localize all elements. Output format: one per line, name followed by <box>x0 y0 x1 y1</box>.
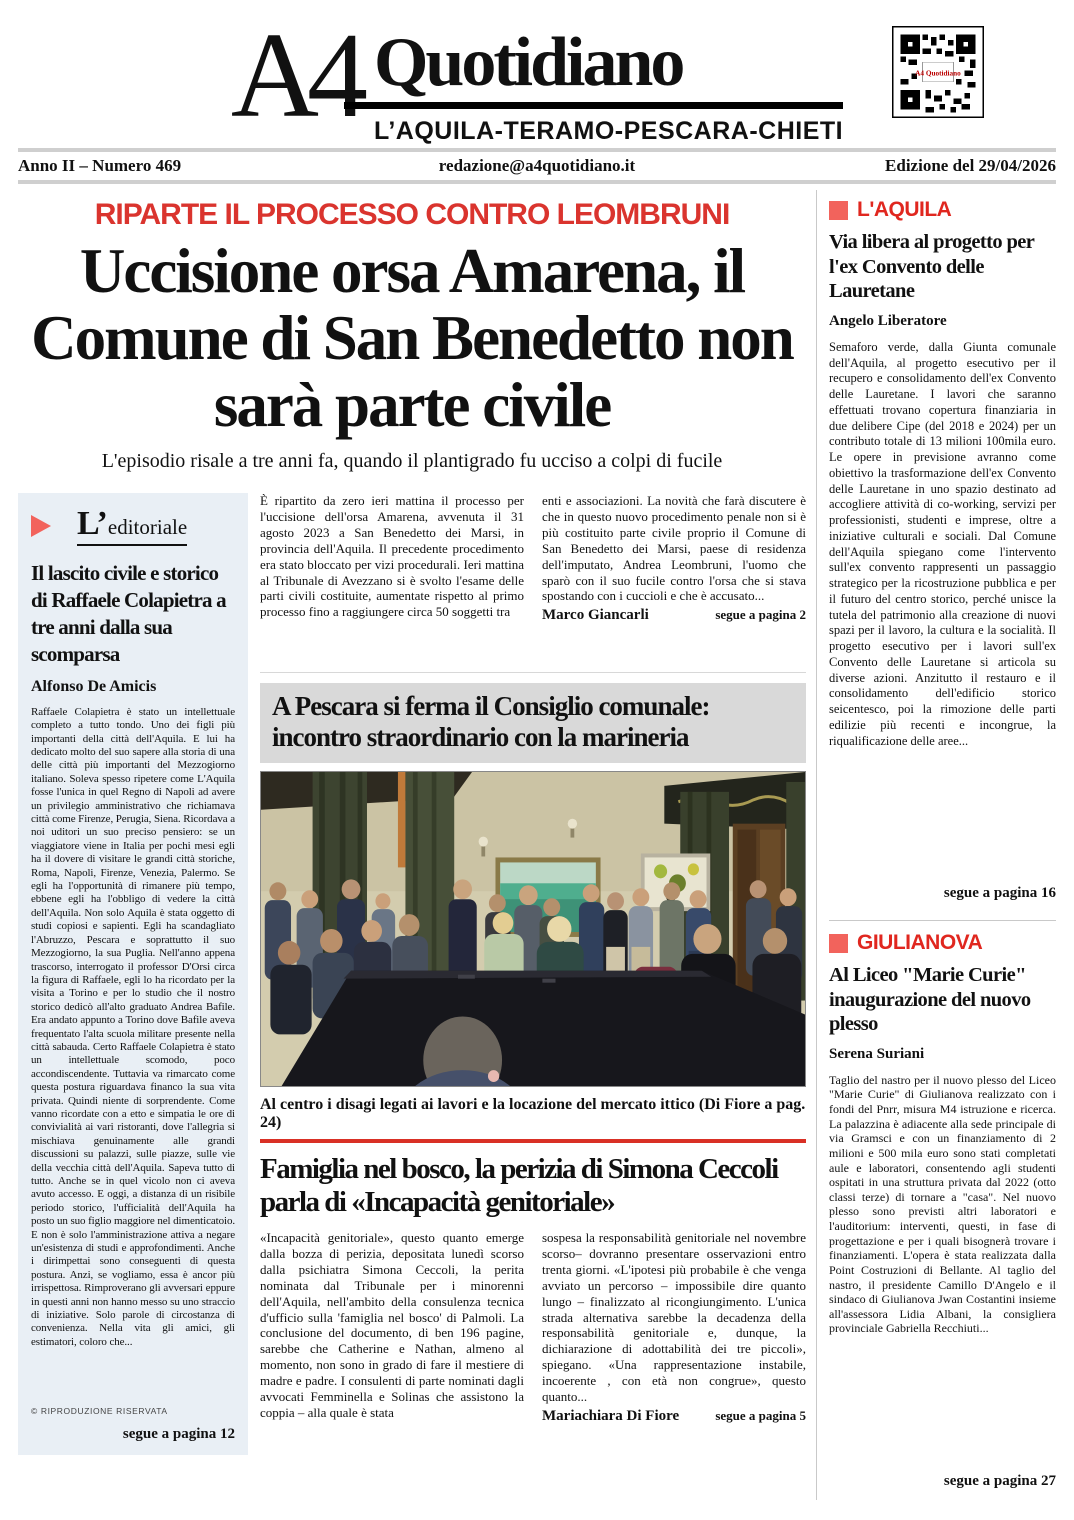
famiglia-body <box>260 1230 806 1500</box>
editorial-continuation: segue a pagina 12 <box>122 1426 235 1443</box>
famiglia-body-col2 <box>542 1230 806 1500</box>
famiglia-byline-row <box>542 1407 806 1425</box>
section-marker-icon <box>829 201 848 220</box>
famiglia-author: Mariachiara Di Fiore <box>542 1407 680 1424</box>
logo-a4: A4 <box>230 8 356 143</box>
masthead <box>18 0 1056 148</box>
laquila-continuation: segue a pagina 16 <box>943 885 1056 901</box>
laquila-headline: Via libera al progetto per l'ex Convento delle Lauretane <box>829 231 1034 303</box>
editorial-arrow-icon <box>31 515 51 537</box>
editorial-box <box>18 493 248 1455</box>
famiglia-continuation: segue a pagina 5 <box>715 1407 806 1423</box>
lead-body <box>260 493 806 673</box>
main-column <box>18 190 806 1500</box>
info-bar <box>18 148 1056 184</box>
editorial-flag <box>31 505 235 546</box>
laquila-label: L'AQUILA <box>857 198 952 221</box>
lead-byline-row <box>542 606 806 624</box>
giulianova-headline: Al Liceo "Marie Curie" inaugurazione del nuovo plesso <box>829 964 1031 1036</box>
lead-body-col2 <box>542 493 806 672</box>
section-marker-icon <box>829 934 848 953</box>
lead-body-col2-text: enti e associazioni. La novità che farà discutere è che in questo nuovo procedimento penale non si è più costituito parte civile proprio il Comune di San Benedetto dei Marsi, paese di residenza dell'imputato, Andrea Leombruni, l'uomo che sparò con il suo fucile contro l'orsa che si stava spostando con i cuccioli e che è accusato... <box>542 493 806 604</box>
famiglia-headline: Famiglia nel bosco, la perizia di Simona Ceccoli parla di «Incapacità genitoriale» <box>260 1153 778 1218</box>
editorial-flag-word <box>77 505 187 546</box>
qr-code-icon <box>892 26 984 118</box>
logo-right <box>373 24 844 146</box>
lead-kicker: RIPARTE IL PROCESSO CONTRO LEOMBRUNI <box>94 198 730 231</box>
pescara-headline: A Pescara si ferma il Consiglio comunale: incontro straordinario con la marineria <box>260 683 806 763</box>
giulianova-author: Serena Suriani <box>829 1045 925 1062</box>
content <box>18 190 1056 1500</box>
editorial-flag-rest: editoriale <box>107 515 188 540</box>
logo-subtitle: L’AQUILA-TERAMO-PESCARA-CHIETI <box>373 117 844 145</box>
lead-subhead: L'episodio risale a tre anni fa, quando il plantigrado fu ucciso a colpi di fucile <box>101 450 723 473</box>
famiglia-body-col2-text: sospesa la responsabilità genitoriale nel novembre scorso– dovranno presentare osservazioni entro trenta giorni. «L'ipotesi più probabile è che venga avviato un percorso – impossibile dire quanto lungo – finalizzato al ricongiungimento. L'unica strada alternativa sarebbe la decadenza della responsabilità genitoriale e, dunque, la dichiarazione di adottabilità dei tre piccoli», spiegano. «Una rappresentazione instabile, incoerente , con età non congrue», questo quanto... <box>542 1230 806 1404</box>
copyright-notice: © RIPRODUZIONE RISERVATA <box>31 1406 168 1417</box>
photo-caption: Al centro i disagi legati ai lavori e la locazione del mercato ittico (Di Fiore a pag. 24) <box>260 1093 806 1143</box>
editorial-title: Il lascito civile e storico di Raffaele Colapietra a tre anni dalla sua scomparsa <box>31 561 226 666</box>
editorial-flag-initial: L’ <box>77 505 108 543</box>
edition-date: Edizione del 29/04/2026 <box>885 156 1056 175</box>
lead-body-col1: È ripartito da zero ieri mattina il processo per l'uccisione dell'orsa Amarena, avvenuta il 31 agosto 2023 a San Benedetto dei Marsi, in provincia dell'Aquila. Il precedente procedimento era stato bloccato per vizi procedurali. Ieri mattina al Tribunale di Avezzano si è svolto l'esame delle parti civili costituite, aumentate rispetto al primo processo fino a raggiungere circa 50 soggetti tra <box>260 493 524 620</box>
qr-center-caption: A4 Quotidiano <box>915 69 961 78</box>
council-photo-illustration <box>261 772 805 1086</box>
middle-row <box>18 493 806 1500</box>
council-photo <box>260 771 806 1087</box>
lead-author: Marco Giancarli <box>542 607 649 624</box>
logo-name: Quotidiano <box>344 28 843 109</box>
famiglia-body-col1: «Incapacità genitoriale», questo quanto emerge dalla bozza di perizia, depositata lunedì scorso dalla psichiatra Simona Ceccoli, la perita nominata dal Tribunale per i minorenni dell'Aquila, nell'ambito della consulenza tecnica d'ufficio sulla 'famiglia nel bosco' di Palmoli. La conclusione del documento, di ben 196 pagine, sarebbe che Catherine e Nathan, almeno al momento, non sono in grado di fare il mestiere di madre e padre. I consulenti di parte nominati dagli avvocati Femminella e Solinas che assistono la coppia – alla quale è stata <box>260 1230 524 1420</box>
giulianova-section <box>829 920 1056 1500</box>
laquila-section <box>829 198 1056 912</box>
giulianova-continuation: segue a pagina 27 <box>943 1473 1056 1489</box>
editorial-body: Raffaele Colapietra è stato un intellettuale completo a tutto tondo. Uno dei figli più importanti della città dell'Aquila. E lui ha dedicato molto del suo sapere alla storia di una delle città più importanti del Mezzogiorno italiano. Soleva spesso ripetere come L'Aquila fosse l'unica in quel Regno di Napoli ad avere un privilegio amministrativo che richiamava città come Firenze, Perugia, Siena. Ricordava a noi uditori un suo preciso pensiero: se un viaggiatore viene in Italia per pochi mesi egli ha il dovere di visitare le grandi città storiche, Roma, Napoli, Firenze, Venezia, Palermo. Se egli ha l'opportunità di rimanere più tempo, ebbene egli ha l'obbligo di vedere la città dell'Aquila. Non solo Aquila è stata oggetto di studi copiosi e sapienti. Egli ha scandagliato l'Abruzzo, Pescara e soprattutto il suo Mezzogiorno, la sua Puglia. Nell'anno appena trascorso, interrogato il professor D'Orsi circa la figura di Raffaele, egli lo ha ricordato per la visita a Torino e per lo studio che il nostro storico dedicò all'alto graduato Andrea Bafile. Era andato appunto a Torino dove Bafile aveva frequentato l'alta scuola militare presente nella città sabauda. Certo Raffaele Colapietra è stato un intellettuale scomodo, poco accondiscendente. Tuttavia va rimarcato come questa postura riguardava financo la sua vita privata. Quindi niente di sorprendente. Come vanno ricordate con a etto e simpatia le ore di convivialità ai vari ristoranti, dove l'allegria si mischiava genuinamente alle grandi discussioni su palazzi, sulle piazze, sulle vie della vecchia città dell'Aquila. Sapeva tutto di tutto. Anche se in quel vicolo non ci aveva avuto accesso. E oggi, a distanza di un risibile periodo storico, l'ufficialità dell'Aquila ha posto un suo figlio maggiore nel dimenticatoio. E non è solo l'amministrazione attiva a negare un'esistenza di studi e approfondimenti. Anche i dirimpettai sono conseguenti di questa postura. Anzi, se vogliamo, essa è ancor più irrispettosa. Rimproverano gli avversari eppure in questi anni non hanno messo su uno straccio di iniziative. Solo parole di circostanza di convenienza. Nella vita gli amici, gli estimatori, coloro che... <box>31 705 235 1348</box>
laquila-author: Angelo Liberatore <box>829 312 947 329</box>
giulianova-body: Taglio del nastro per il nuovo plesso del Liceo "Marie Curie" di Giulianova realizzato con i fondi del Pnrr, misura M4 istruzione e ricerca. La palazzina è adiacente alla sede principale di via Gramsci e con un finanziamento di 2 milioni e 500 mila euro sono stati completati aule e laboratori, consentendo agli studenti ospitati in una struttura privata dal 2022 (otto classi terze) di tornare a "casa". Nel nuovo plesso sono previsti altri laboratori e l'auditorium: interventi, questi, in fase di progettazione e per i quali bisognerà trovare i finanziamenti. L'opera è stata realizzata dalla Point Costruzioni di Bellante. Al taglio del nastro, il presidente Camillo D'Angelo e il sindaco di Giulianova Jwan Costantini insieme all'assessora Lidia Albani, la consigliera provinciale Gabriella Recchiuti... <box>829 1072 1056 1336</box>
center-column <box>260 493 806 1500</box>
laquila-body: Semaforo verde, dalla Giunta comunale dell'Aquila, al progetto esecutivo per il recupero e consolidamento dell'ex Convento delle Lauretane. I lavori che saranno effettuati trovano copertura finanziaria in due delibere Cipe (del 2018 e 2024) per un contributo totale di 13 milioni 100mila euro. Le opere in previsione avranno come obiettivo la trasformazione dell'ex Convento delle Lauretane in uno spazio destinato ad accogliere attività di co-working, servizi per professionisti, studenti e imprese, oltre a iniziative culturali e sociali. Dal Comune dell'Aquila spiegano come l'intervento sull'ex convento rappresenti un passaggio strategico per la ricostruzione pubblica e per il futuro del centro storico, perché unisce la tutela del patrimonio alla creazione di nuovi spazi per il lavoro, la cultura e la socialità. Il progetto esecutivo per i lavori sull'ex Convento delle Lauretane si articola su diverse azioni. Anzitutto il restauro e il consolidamento dell'edificio storico seicentesco, poi la rimozione delle parti edilizie più recenti e incongrue, la riqualificazione delle aree... <box>829 339 1056 748</box>
redazione-email: redazione@a4quotidiano.it <box>438 156 636 175</box>
lead-headline: Uccisione orsa Amarena, il Comune di San Benedetto non sarà parte civile <box>31 236 793 440</box>
giulianova-label-row <box>829 931 1056 955</box>
lead-continuation: segue a pagina 2 <box>715 607 806 623</box>
edition-number: Anno II – Numero 469 <box>18 156 182 175</box>
lead-story <box>18 190 806 483</box>
giulianova-label: GIULIANOVA <box>857 931 983 954</box>
right-rail <box>816 190 1056 1500</box>
editorial-author: Alfonso De Amicis <box>31 677 157 695</box>
laquila-label-row <box>829 198 1056 222</box>
